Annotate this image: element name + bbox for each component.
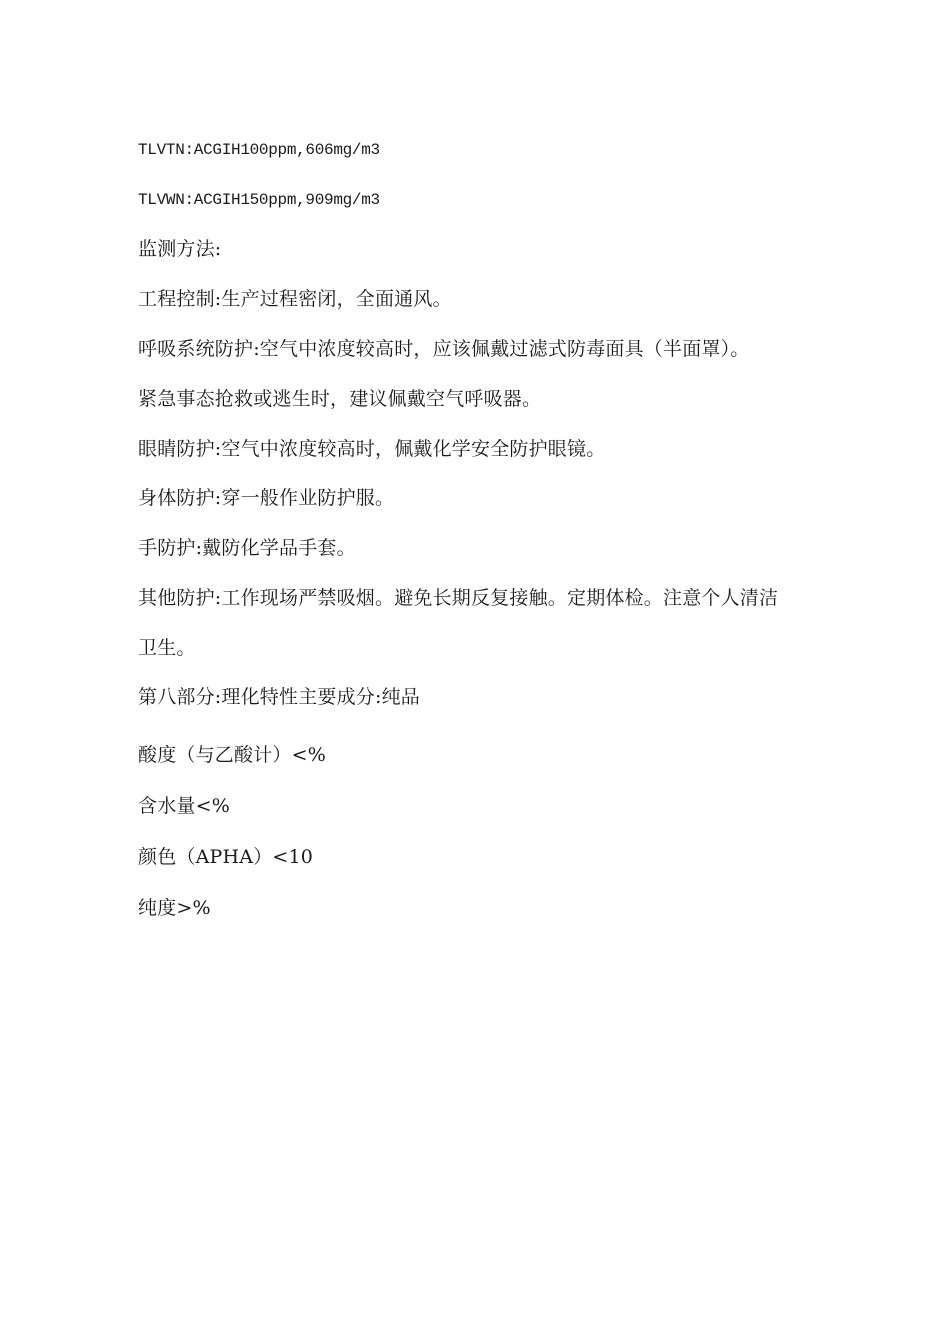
body-protection-line: 身体防护:穿一般作业防护服。 xyxy=(138,487,395,509)
tlv-tn-line: TLVTN:ACGIH100ppm,606mg/m3 xyxy=(138,141,380,159)
monitoring-method-line: 监测方法: xyxy=(138,238,222,260)
other-protection-line-cont: 卫生。 xyxy=(138,637,196,659)
purity-line: 纯度>% xyxy=(138,897,211,919)
water-content-line: 含水量<% xyxy=(138,795,230,817)
hand-protection-line: 手防护:戴防化学品手套。 xyxy=(138,537,356,559)
emergency-line: 紧急事态抢救或逃生时，建议佩戴空气呼吸器。 xyxy=(138,388,542,410)
color-apha-line: 颜色（APHA）<10 xyxy=(138,846,314,868)
other-protection-line: 其他防护:工作现场严禁吸烟。避免长期反复接触。定期体检。注意个人清洁 xyxy=(138,587,779,609)
engineering-control-line: 工程控制:生产过程密闭，全面通风。 xyxy=(138,288,452,310)
eye-protection-line: 眼睛防护:空气中浓度较高时，佩戴化学安全防护眼镜。 xyxy=(138,438,606,460)
section-eight-heading: 第八部分:理化特性主要成分:纯品 xyxy=(138,686,421,708)
acidity-line: 酸度（与乙酸计）<% xyxy=(138,744,326,766)
tlv-wn-line: TLVWN:ACGIH150ppm,909mg/m3 xyxy=(138,191,380,209)
respiratory-protection-line: 呼吸系统防护:空气中浓度较高时，应该佩戴过滤式防毒面具（半面罩）。 xyxy=(138,338,750,360)
